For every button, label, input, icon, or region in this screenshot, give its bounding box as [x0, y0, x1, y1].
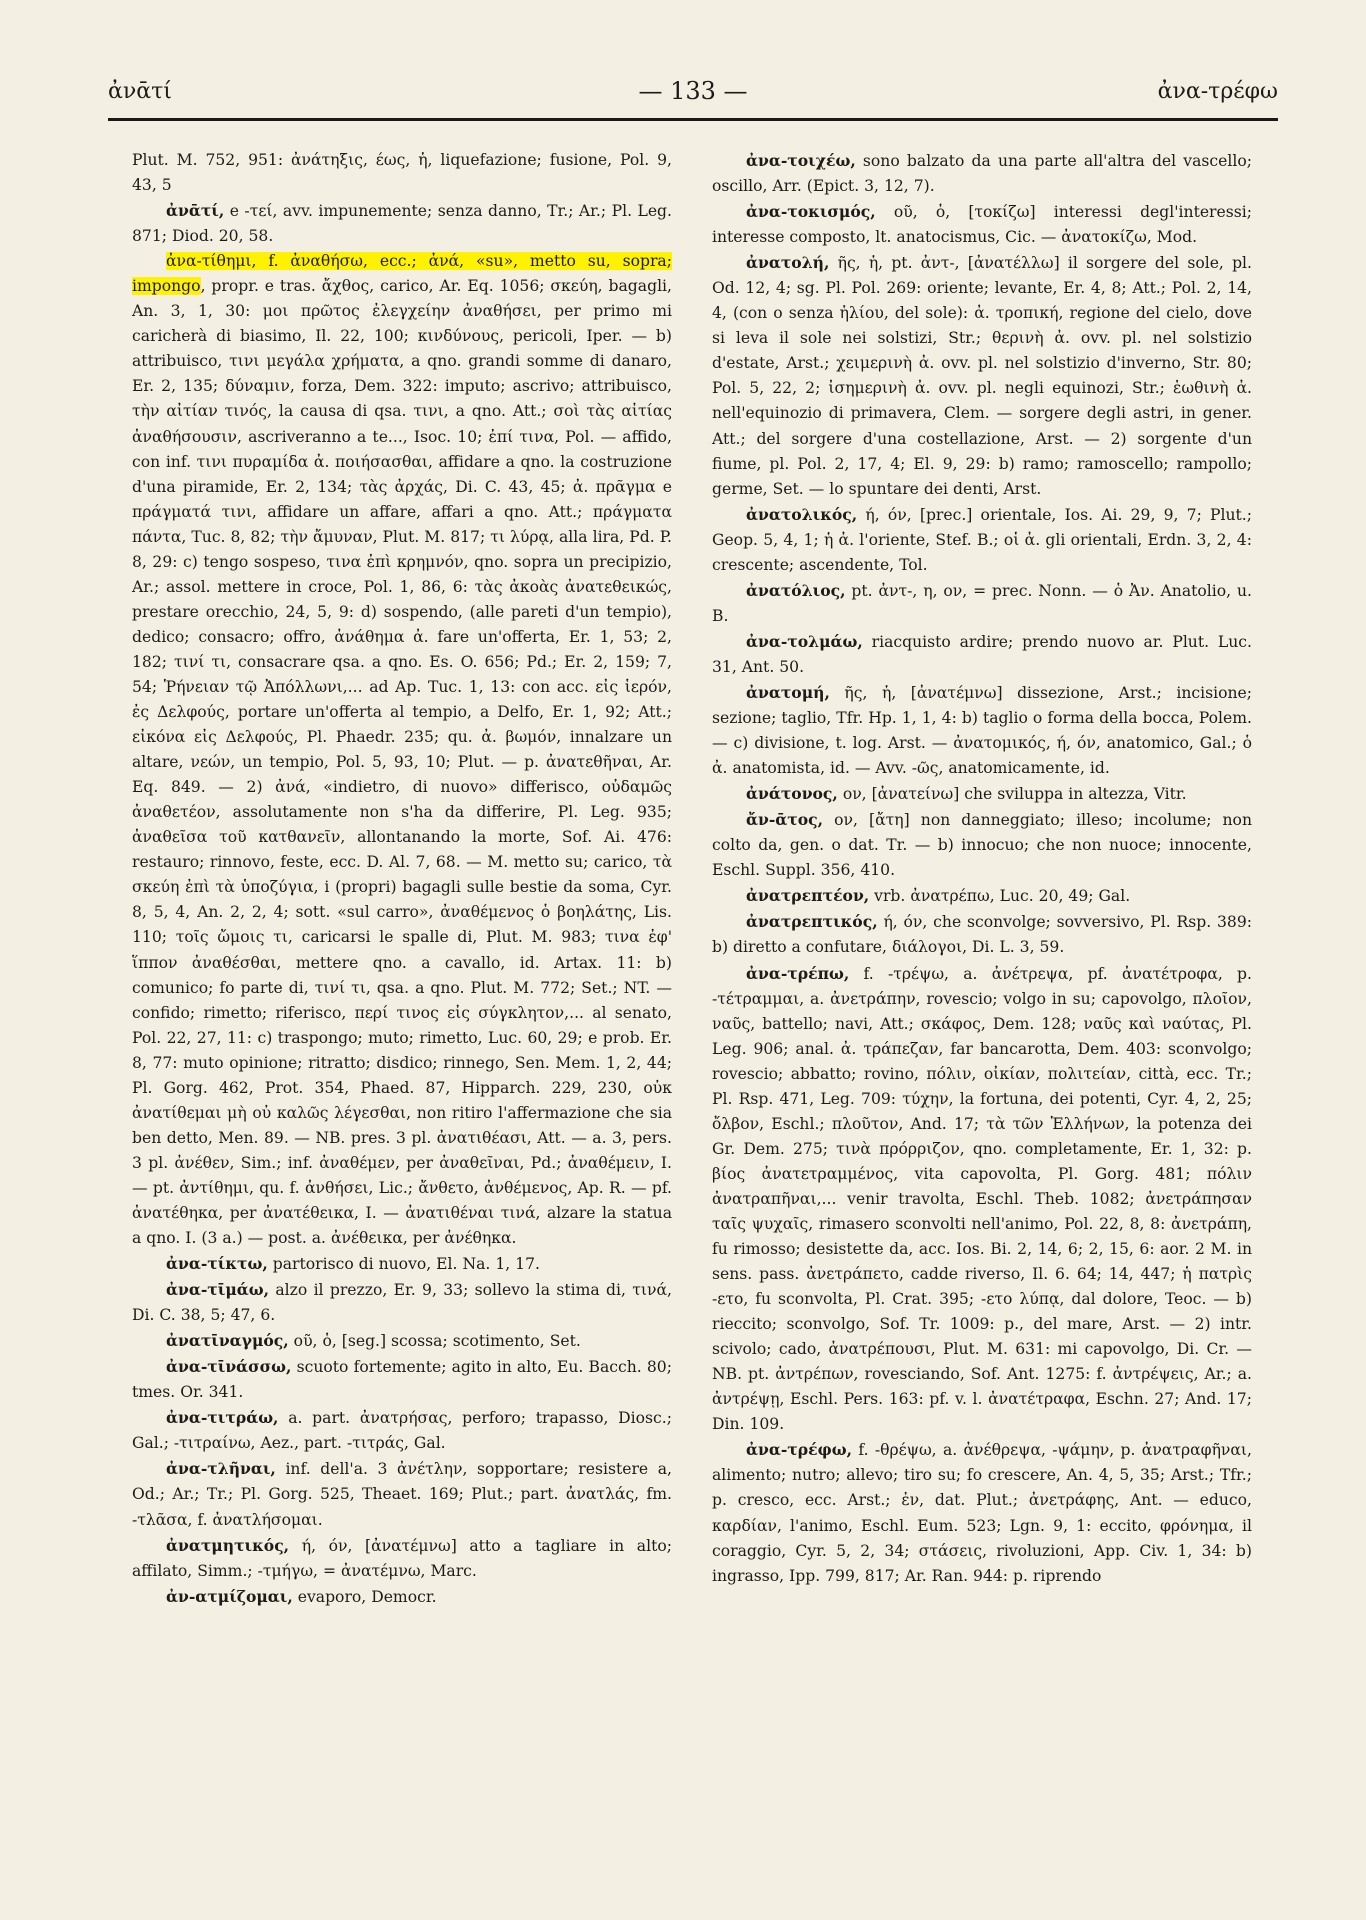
dictionary-entry [132, 1328, 672, 1354]
entry-headword: ἀνατολικός, [746, 504, 858, 524]
dictionary-entry [712, 250, 1252, 501]
entry-headword: ἀνα-τρέφω, [746, 1440, 853, 1460]
entry-definition: ή, όν, che sconvolge; sovversivo, Pl. Rsp. 389: b) diretto a confutare, διάλογοι, Di. L. 3, 59. [712, 913, 1252, 957]
dictionary-entry [712, 781, 1252, 807]
entry-headword: ἄν-ᾱτος, [746, 810, 824, 830]
dictionary-entry [132, 249, 672, 1251]
entry-headword: ἀνα-τῑμάω, [166, 1280, 270, 1300]
dictionary-entry [712, 807, 1252, 883]
entry-definition: οῦ, ὁ, [seg.] scossa; scotimento, Set. [288, 1332, 581, 1351]
dictionary-entry [132, 1354, 672, 1405]
entry-definition: ῆς, ἡ, [ἀνατέμνω] dissezione, Arst.; incisione; sezione; taglio, Tfr. Hp. 1, 1, 4: b) taglio o forma della bocca, Polem. — c) divisione, t. log. Arst. — ἀνατομικός, ή, όν, anatomico, Gal.; ὁ ἀ. anatomista, id. — Avv. -ῶς, anatomicamente, id. [712, 683, 1252, 778]
entry-definition: a. part. ἀνατρήσας, perforo; trapasso, Diosc.; Gal.; -τιτραίνω, Aez., part. -τιτράς, Gal. [132, 1409, 672, 1453]
dictionary-entry [132, 1584, 672, 1610]
entry-definition: Plut. M. 752, 951: ἀνάτηξις, έως, ἡ, liquefazione; fusione, Pol. 9, 43, 5 [132, 151, 672, 195]
dictionary-entry [712, 502, 1252, 578]
entry-headword: ἀνα-τολμάω, [746, 631, 863, 651]
page-number: — 133 — [638, 77, 748, 105]
entry-headword: ἀνᾱτί, [166, 201, 225, 221]
dictionary-entry [132, 1277, 672, 1328]
entry-definition: ή, όν, [prec.] orientale, Ios. Ai. 29, 9, 7; Plut.; Geop. 5, 4, 1; ἡ ἀ. l'oriente, Stef. B.; οἱ ἀ. gli orientali, Erdn. 3, 2, 4: crescente; ascendente, Tol. [712, 505, 1252, 574]
entry-headword: ἀνα-τιτράω, [166, 1408, 279, 1428]
entry-headword: ἀνάτονος, [746, 784, 838, 804]
dictionary-entry [712, 1437, 1252, 1588]
entry-headword: ἀνατμητικός, [166, 1535, 290, 1555]
entry-definition: ή, όν, [ἀνατέμνω] atto a tagliare in alto; affilato, Simm.; -τμήγω, = ἀνατέμνω, Marc. [132, 1536, 672, 1580]
entry-definition: pt. ἀντ-, η, ον, = prec. Nonn. — ὁ Ἀν. Anatolio, u. B. [712, 581, 1252, 625]
dictionary-entry [712, 909, 1252, 960]
entry-headword: ἀνατολή, [746, 253, 830, 273]
entry-definition: alzo il prezzo, Er. 9, 33; sollevo la stima di, τινά, Di. C. 38, 5; 47, 6. [132, 1281, 672, 1325]
entry-headword: ἀνα-τοκισμός, [746, 202, 876, 222]
dictionary-entry [712, 680, 1252, 781]
entry-definition: evaporo, Democr. [292, 1587, 437, 1606]
dictionary-entry [132, 1251, 672, 1277]
dictionary-entry [132, 198, 672, 249]
entry-headword: ἀνατομή, [746, 682, 830, 702]
entry-definition: vrb. ἀνατρέπω, Luc. 20, 49; Gal. [869, 887, 1131, 906]
header-rule [108, 118, 1278, 121]
entry-headword: ἀνα-τρέπω, [746, 963, 850, 983]
entry-headword: ἀνα-τῑνάσσω, [166, 1357, 292, 1377]
right-guide-word: ἀνα-τρέφω [1157, 78, 1278, 104]
entry-headword: ἀνα-τλῆναι, [166, 1459, 276, 1479]
highlighted-text: ἀνα-τίθημι, f. ἀναθήσω, ecc.; ἀνά, «su», metto su, sopra; impongo [132, 252, 672, 296]
dictionary-entry [132, 1533, 672, 1584]
entry-definition: ον, [ἀνατείνω] che sviluppa in altezza, Vitr. [837, 785, 1187, 804]
entry-definition: οῦ, ὁ, [τοκίζω] interessi degl'interessi; interesse composto, lt. anatocismus, Cic. — ἀνατοκίζω, Mod. [712, 203, 1252, 247]
dictionary-entry [132, 148, 672, 198]
dictionary-entry [712, 148, 1252, 199]
entry-definition: , propr. e tras. ἄχθος, carico, Ar. Eq. 1056; σκεύη, bagagli, An. 3, 1, 30: μοι πρῶτος ἐλεγχείην ἀναθήσει, per primo mi caricherà di biasimo, Il. 22, 100; κινδύνους, pericoli, Iper. — b) attribuisco, τινι μεγάλα χρήματα, a qno. grandi somme di danaro, Er. 2, 135; δύναμιν, forza, Dem. 322: imputo; ascrivo; attribuisco, τὴν αἰτίαν τινός, la causa di qsa. τινι, a qno. Att.; σοὶ τὰς αἰτίας ἀναθήσουσιν, ascriveranno a te..., Isoc. 10; ἐπί τινα, Pol. — affido, con inf. τινι πυραμίδα ἀ. ποιήσασθαι, affidare a qno. la costruzione d'una piramide, Er. 2, 134; τὰς ἀρχάς, Di. C. 43, 45; ἀ. πρᾶγμα e πράγματά τινι, affidare un affare, affari a qno. Att.; πράγματα πάντα, Tuc. 8, 82; τὴν ἄμυναν, Plut. M. 817; τι λύρᾳ, alla lira, Pd. P. 8, 29: c) tengo sospeso, τινα ἐπὶ κρημνόν, qno. sopra un precipizio, Ar.; assol. mettere in croce, Pol. 1, 86, 6: τὰς ἀκοὰς ἀνατεθεικώς, prestare orecchio, 24, 5, 9: d) sospendo, (alle pareti d'un tempio), dedico; consacro; offro, ἀνάθημα ἀ. fare un'offerta, Er. 1, 53; 2, 182; τινί τι, consacrare qsa. a qno. Es. O. 656; Pd.; Er. 2, 159; 7, 54; Ῥήνειαν τῷ Ἀπόλλωνι,... ad Ap. Tuc. 1, 13: con acc. εἰς ἱερόν, ἐς Δελφούς, portare un'offerta al tempio, a Delfo, Er. 1, 92; Att.; εἰκόνα εἰς Δελφούς, Pl. Phaedr. 235; qu. ἀ. βωμόν, innalzare un altare, νεών, un tempio, Pol. 5, 93, 10; Plut. — p. ἀνατεθῆναι, Ar. Eq. 849. — 2) ἀνά, «indietro, di nuovo» differisco, οὐδαμῶς ἀναθετέον, assolutamente non s'ha da differire, Pl. Leg. 935; ἀναθεῖσα τοῦ κατθανεῖν, allontanando la morte, Sof. Ai. 476: restauro; rinnovo, feste, ecc. D. Al. 7, 68. — M. metto su; carico, τὰ σκεύη ἐπὶ τὰ ὑποζύγια, i (propri) bagagli sulle bestie da soma, Cyr. 8, 5, 4, An. 2, 2, 4; sott. «sul carro», ἀναθέμενος ὁ βοηλάτης, Lis. 110; τοῖς ὤμοις τι, caricarsi le spalle di, Plut. M. 983; τινα ἐφ' ἵππον ἀναθέσθαι, mettere qno. a cavallo, id. Artax. 11: b) comunico; fo parte di, τινί τι, qsa. a qno. Plut. M. 772; Set.; NT. — confido; rimetto; riferisco, περί τινος εἰς σύγκλητον,... al senato, Pol. 22, 27, 11: c) traspongo; muto; rimetto, Luc. 60, 29; e prob. Er. 8, 77: muto opinione; ritratto; disdico; rinnego, Sen. Mem. 1, 2, 44; Pl. Gorg. 462, Prot. 354, Phaed. 87, Hipparch. 229, 230, οὐκ ἀνατίθεμαι μὴ οὐ καλῶς λέγεσθαι, non ritiro l'affermazione che sia ben detto, Men. 89. — NB. pres. 3 pl. ἀνατιθέασι, Att. — a. 3, pers. 3 pl. ἀνέθεν, Sim.; inf. ἀναθέμεν, per ἀναθεῖναι, Pd.; ἀναθέμειν, I. — pt. ἀντίθημι, qu. f. ἀνθήσει, Lic.; ἄνθετο, ἀνθέμενος, Ap. R. — pf. ἀνατέθηκα, per ἀνατέθεικα, I. — ἀνατιθέναι τινά, alzare la statua a qno. I. (3 a.) — post. a. ἀνέθεικα, per ἀνέθηκα. [132, 277, 672, 1248]
entry-definition: f. -θρέψω, a. ἀνέθρεψα, -ψάμην, p. ἀνατραφῆναι, alimento; nutro; allevo; tiro su; fo crescere, An. 4, 5, 35; Arst.; Tfr.; p. cresco, ecc. Arst.; ἐν, dat. Plut.; ἀνετράφης, Ant. — educo, καρδίαν, l'animo, Eschl. Eum. 523; Lgn. 9, 1: eccito, φρόνημα, il coraggio, Cyr. 5, 2, 34; στάσεις, rivoluzioni, App. Civ. 1, 34: b) ingrasso, Ipp. 799, 817; Ar. Ran. 944: p. riprendo [712, 1441, 1252, 1585]
left-column [132, 148, 672, 1610]
entry-headword: ἀνα-τοιχέω, [746, 151, 856, 170]
entry-definition: inf. dell'a. 3 ἀνέτλην, sopportare; resistere a, Od.; Ar.; Tr.; Pl. Gorg. 525, Theaet. 169; Plut.; part. ἀνατλάς, fm. -τλᾶσα, f. ἀνατλήσομαι. [132, 1460, 672, 1529]
entry-definition: ῆς, ἡ, pt. ἀντ-, [ἀνατέλλω] il sorgere del sole, pl. Od. 12, 4; sg. Pl. Pol. 269: oriente; levante, Er. 4, 8; Att.; Pol. 2, 14, 4, (con o senza ἡλίου, del sole): ἀ. τροπική, regione del cielo, dove si leva il sole nei solstizi, Str.; θερινὴ ἀ. ovv. pl. nel solstizio d'estate, Arst.; χειμερινὴ ἀ. ovv. pl. nel solstizio d'inverno, Str. 80; Pol. 5, 22, 2; ἰσημερινὴ ἀ. ovv. pl. negli equinozi, Str.; ἑωθινὴ ἀ. nell'equinozio di primavera, Clem. — sorgere degli astri, in gener. Att.; del sorgere d'una costellazione, Arst. — 2) sorgente d'un fiume, pl. Pol. 2, 17, 4; El. 9, 29: b) ramo; ramoscello; rampollo; germe, Set. — lo spuntare dei denti, Arst. [712, 254, 1252, 498]
entry-definition: e -τεί, avv. impunemente; senza danno, Tr.; Ar.; Pl. Leg. 871; Diod. 20, 58. [132, 202, 672, 246]
dictionary-entry [132, 1456, 672, 1532]
entry-headword: ἀνατρεπτικός, [746, 912, 878, 932]
entry-headword: ἀν-ατμίζομαι, [166, 1586, 293, 1606]
dictionary-entry [712, 961, 1252, 1438]
entry-headword: ἀνατρεπτέον, [746, 886, 870, 906]
dictionary-entry [712, 629, 1252, 680]
entry-definition: ον, [ἄτη] non danneggiato; illeso; incolume; non colto da, gen. o dat. Tr. — b) innocuo; che non nuoce; innocente, Eschl. Suppl. 356, 410. [712, 811, 1252, 880]
entry-headword: ἀνατῑναγμός, [166, 1331, 289, 1351]
entry-definition: scuoto fortemente; agito in alto, Eu. Bacch. 80; tmes. Or. 341. [132, 1358, 672, 1402]
dictionary-entry [712, 578, 1252, 629]
dictionary-entry [712, 883, 1252, 909]
entry-definition: f. -τρέψω, a. ἀνέτρεψα, pf. ἀνατέτροφα, p. -τέτραμμαι, a. ἀνετράπην, rovescio; volgo in su; capovolgo, πλοῖον, ναῦς, battello; navi, Att.; σκάφος, Dem. 128; ναῦς καὶ ναύτας, Pl. Leg. 906; anal. ἀ. τράπεζαν, far bancarotta, Dem. 403: sconvolgo; rovescio; abbatto; rovino, πόλιν, οἰκίαν, πολιτείαν, città, ecc. Tr.; Pl. Rsp. 471, Leg. 709: τύχην, la fortuna, dei potenti, Cyr. 4, 2, 25; ὄλβον, Eschl.; πλοῦτον, And. 17; τὰ τῶν Ἑλλήνων, la potenza dei Gr. Dem. 275; τινὰ πρόρριζον, qno. completamente, Er. 1, 32: p. βίος ἀνατετραμμένος, vita capovolta, Pl. Gorg. 481; πόλιν ἀνατραπῆναι,... venir travolta, Eschl. Theb. 1082; ἀνετράπησαν ταῖς ψυχαῖς, rimasero sconvolti nell'animo, Pol. 22, 8, 8: ἀνετράπη, fu rimosso; desistette da, acc. Ios. Bi. 2, 14, 6; 2, 15, 6: aor. 2 M. in sens. pass. ἀνετράπετο, cadde riverso, Il. 6. 64; 14, 447; ἡ πατρὶς -ετο, fu sconvolta, Pl. Crat. 395; -ετο λύπᾳ, dal dolore, Teoc. — b) rieccito; sconvolgo, Sof. Tr. 1009: p., del mare, Arst. — 2) intr. scivolo; cado, ἀνατρέπουσι, Plut. M. 631: mi capovolgo, Di. Cr. — NB. pt. ἀντρέπων, rovesciando, Sof. Ant. 1275: f. ἀντρέψεις, Ar.; a. ἀντρέψῃ, Eschl. Pers. 163: pf. v. l. ἀνατέτραφα, Eschn. 27; And. 17; Din. 109. [712, 964, 1252, 1434]
entry-definition: riacquisto ardire; prendo nuovo ar. Plut. Luc. 31, Ant. 50. [712, 632, 1252, 676]
entry-definition: partorisco di nuovo, El. Na. 1, 17. [267, 1255, 540, 1274]
entry-definition: sono balzato da una parte all'altra del vascello; oscillo, Arr. (Epict. 3, 12, 7). [712, 152, 1252, 196]
dictionary-entry [712, 199, 1252, 250]
left-guide-word: ἀνᾱτί [108, 78, 172, 104]
entry-headword: ἀνα-τίκτω, [166, 1254, 268, 1274]
running-header [108, 70, 1278, 112]
dictionary-entry [132, 1405, 672, 1456]
entry-headword: ἀνατόλιος, [746, 580, 846, 600]
right-column [712, 148, 1252, 1589]
